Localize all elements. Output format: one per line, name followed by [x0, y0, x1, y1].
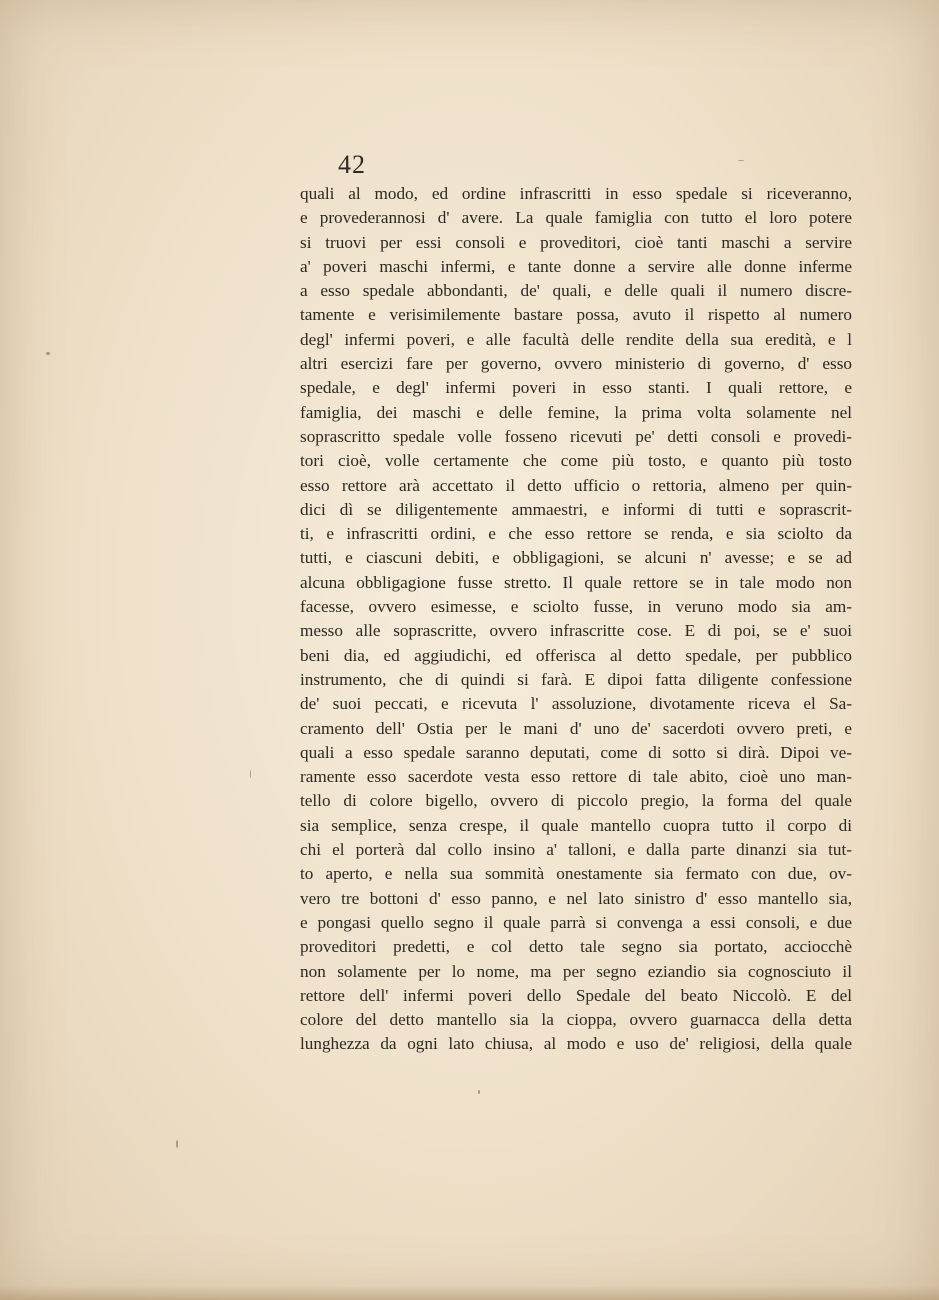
text-line: e provederannosi d' avere. La quale famiglia con tutto el loro potere	[300, 208, 852, 228]
text-line: degl' infermi poveri, e alle facultà delle rendite della sua eredità, e l	[300, 329, 852, 349]
text-line: tutti, e ciascuni debiti, e obbligagioni, se alcuni n' avesse; e se ad	[300, 548, 852, 568]
paper-speck	[478, 1090, 480, 1094]
text-line: soprascritto spedale volle fosseno ricevuti pe' detti consoli e provedi-	[300, 426, 852, 446]
text-line: e pongasi quello segno il quale parrà si convenga a essi consoli, e due	[300, 912, 852, 932]
text-line: alcuna obbligagione fusse stretto. Il quale rettore se in tale modo non	[300, 572, 852, 592]
text-line: a esso spedale abbondanti, de' quali, e delle quali il numero discre-	[300, 281, 852, 301]
text-line: famiglia, dei maschi e delle femine, la prima volta solamente nel	[300, 402, 852, 422]
text-line: colore del detto mantello sia la cioppa, ovvero guarnacca della detta	[300, 1010, 852, 1030]
text-line: tello di colore bigello, ovvero di piccolo pregio, la forma del quale	[300, 791, 852, 811]
text-line: messo alle soprascritte, ovvero infrascritte cose. E di poi, se e' suoi	[300, 621, 852, 641]
text-line: rettore dell' infermi poveri dello Spedale del beato Niccolò. E del	[300, 985, 852, 1005]
page-number: 42	[338, 150, 366, 179]
text-line: sia semplice, senza crespe, il quale mantello cuopra tutto il corpo di	[300, 815, 852, 835]
text-line: dici dì se diligentemente ammaestri, e informi di tutti e soprascrit-	[300, 499, 852, 519]
text-line: cramento dell' Ostia per le mani d' uno de' sacerdoti ovvero preti, e	[300, 718, 852, 738]
text-line: ti, e infrascritti ordini, e che esso rettore se renda, e sia sciolto da	[300, 524, 852, 544]
paper-speck	[46, 352, 50, 355]
text-line: spedale, e degl' infermi poveri in esso stanti. I quali rettore, e	[300, 378, 852, 398]
text-line: tamente e verisimilemente bastare possa, avuto il rispetto al numero	[300, 305, 852, 325]
paper-speck	[250, 770, 251, 778]
text-line: tori cioè, volle certamente che come più tosto, e quanto più tosto	[300, 451, 852, 471]
text-line: instrumento, che di quindi si farà. E dipoi fatta diligente confessione	[300, 669, 852, 689]
text-line: quali a esso spedale saranno deputati, come di sotto si dirà. Dipoi ve-	[300, 742, 852, 762]
text-line: lunghezza da ogni lato chiusa, al modo e uso de' religiosi, della quale	[300, 1034, 852, 1054]
text-line: non solamente per lo nome, ma per segno eziandio sia cognosciuto il	[300, 961, 852, 981]
text-line: chi el porterà dal collo insino a' talloni, e dalla parte dinanzi sia tut-	[300, 840, 852, 860]
text-line: esso rettore arà accettato il detto ufficio o rettoria, almeno per quin-	[300, 475, 852, 495]
text-line: a' poveri maschi infermi, e tante donne a servire alle donne inferme	[300, 256, 852, 276]
text-line: vero tre bottoni d' esso panno, e nel lato sinistro d' esso mantello sia,	[300, 888, 852, 908]
text-line: proveditori predetti, e col detto tale segno sia portato, acciocchè	[300, 937, 852, 957]
text-line: to aperto, e nella sua sommità onestamente sia fermato con due, ov-	[300, 864, 852, 884]
text-line: ramente esso sacerdote vesta esso rettore di tale abito, cioè uno man-	[300, 767, 852, 787]
page-edge-stain	[0, 1286, 939, 1300]
text-line: de' suoi peccati, e ricevuta l' assoluzione, divotamente riceva el Sa-	[300, 694, 852, 714]
text-line: altri esercizi fare per governo, ovvero ministerio di governo, d' esso	[300, 354, 852, 374]
paper-speck	[176, 1140, 178, 1148]
text-line: si truovi per essi consoli e proveditori, cioè tanti maschi a servire	[300, 232, 852, 252]
text-line: beni dia, ed aggiudichi, ed offerisca al detto spedale, per pubblico	[300, 645, 852, 665]
body-text	[300, 182, 852, 1057]
text-line: facesse, ovvero esimesse, e sciolto fusse, in veruno modo sia am-	[300, 597, 852, 617]
text-line: quali al modo, ed ordine infrascritti in esso spedale si riceveranno,	[300, 184, 852, 203]
paper-speck	[738, 160, 744, 161]
